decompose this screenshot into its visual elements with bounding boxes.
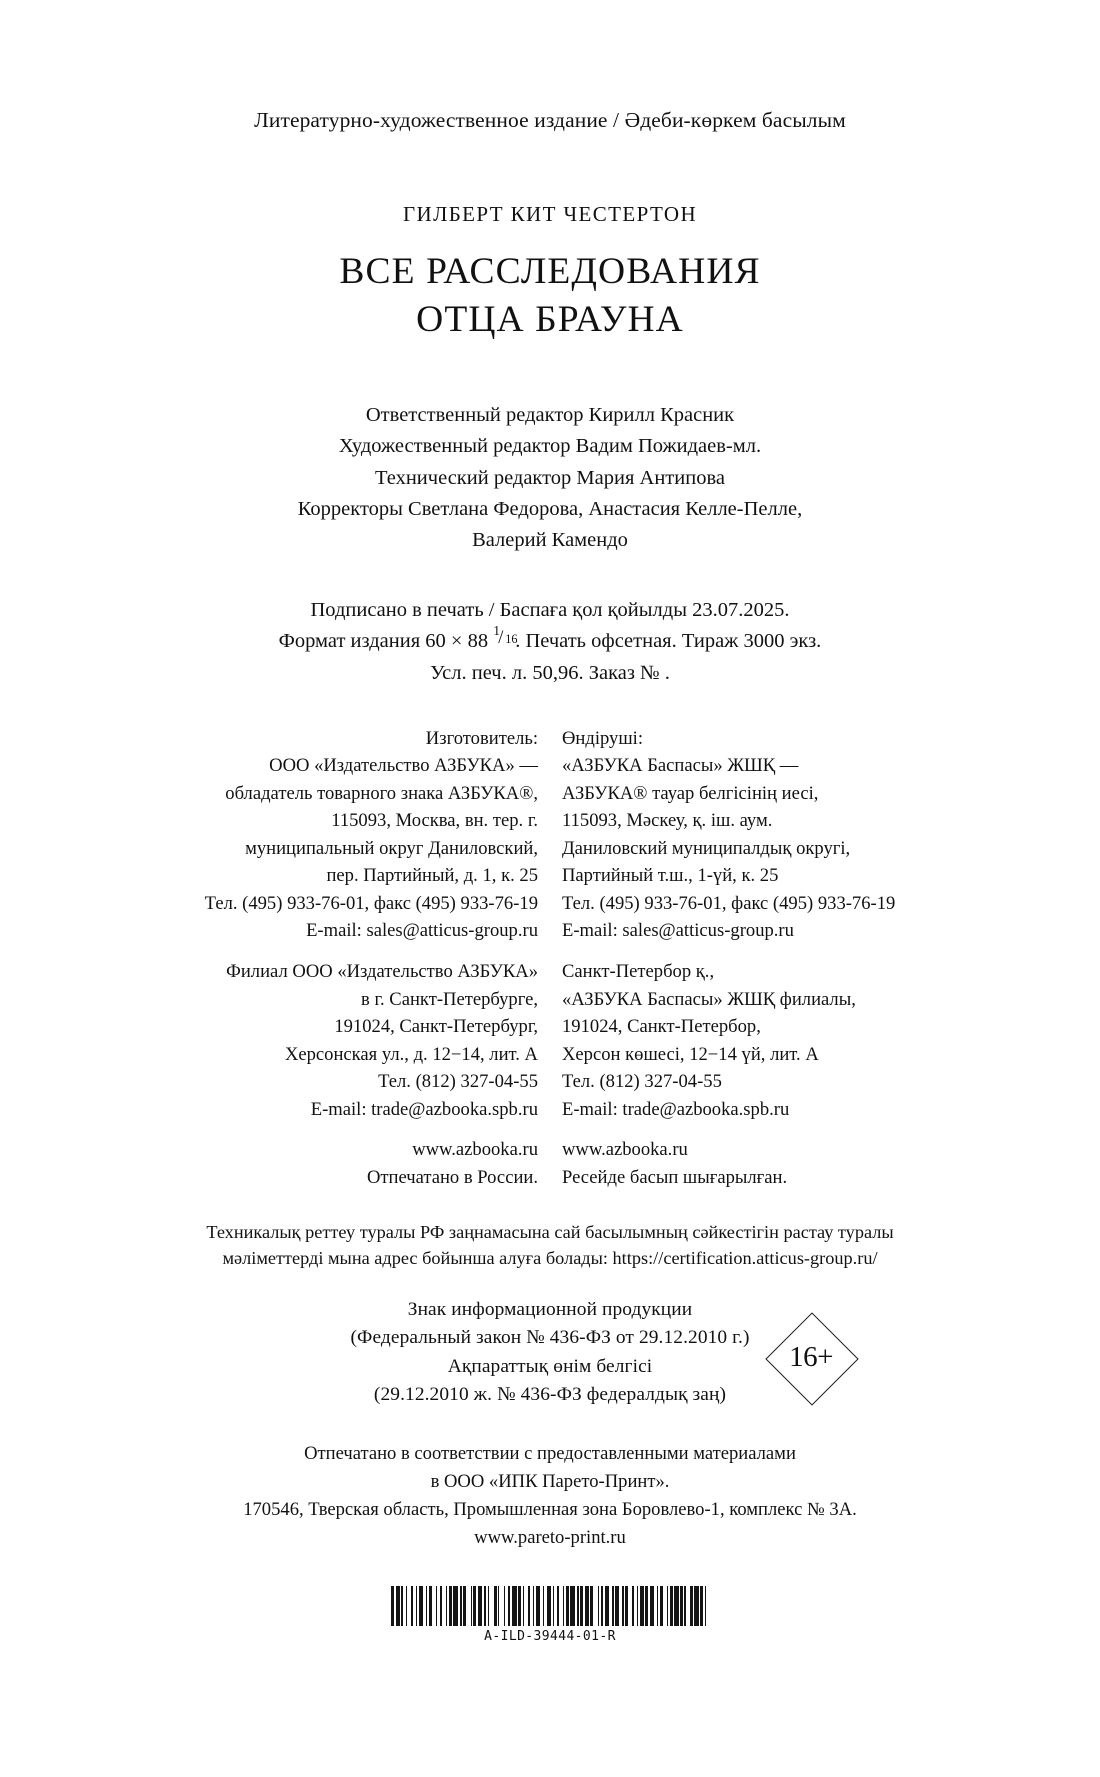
branch-email-line[interactable]: E-mail: trade@azbooka.spb.ru <box>562 1098 790 1120</box>
colophon-page <box>0 108 1100 1777</box>
format-fraction <box>493 622 518 648</box>
book-title-line-2: ОТЦА БРАУНА <box>416 299 684 340</box>
publisher-line: 115093, Мәскеу, қ. іш. аум. <box>562 810 773 832</box>
spacer <box>562 945 962 958</box>
publisher-line: 115093, Москва, вн. тер. г. <box>331 810 538 832</box>
branch-line: Санкт-Петербор қ., <box>562 961 715 982</box>
spacer <box>562 1123 962 1136</box>
publisher-email-line[interactable]: E-mail: sales@atticus-group.ru <box>306 920 538 942</box>
certification-url-line[interactable]: мәліметтерді мына адрес бойынша алуға болады: https://certification.atticus-group.ru/ <box>222 1248 878 1269</box>
publisher-column-ru <box>138 725 550 1191</box>
branch-line: Херсон көшесі, 12−14 үй, лит. А <box>562 1043 819 1065</box>
publisher-line: Изготовитель: <box>425 727 538 749</box>
credit-line: Ответственный редактор Кирилл Красник <box>365 404 735 426</box>
printer-line: Отпечатано в соответствии с предоставленными материалами <box>304 1442 796 1464</box>
publisher-email-line[interactable]: E-mail: sales@atticus-group.ru <box>562 920 794 942</box>
printer-block <box>130 1440 970 1552</box>
publisher-phone-line: Тел. (495) 933-76-01, факс (495) 933-76-19 <box>562 892 896 914</box>
sheets-order-line: Усл. печ. л. 50,96. Заказ № . <box>430 661 670 684</box>
info-mark-line: Ақпараттық өнім белгісі <box>447 1355 653 1377</box>
publisher-line: Даниловский муниципалдық округі, <box>562 837 851 859</box>
certification-note <box>130 1219 970 1272</box>
publisher-line: Өндіруші: <box>562 727 644 749</box>
branch-email-line[interactable]: E-mail: trade@azbooka.spb.ru <box>310 1098 538 1120</box>
printed-in-line: Ресейде басып шығарылған. <box>562 1166 788 1188</box>
credits-block <box>130 400 970 557</box>
credit-line: Технический редактор Мария Антипова <box>375 466 725 489</box>
branch-line: Херсонская ул., д. 12−14, лит. А <box>284 1043 538 1065</box>
publisher-line: обладатель товарного знака АЗБУКА®, <box>225 782 538 804</box>
fraction-slash: / <box>498 627 504 648</box>
publisher-columns <box>130 725 970 1191</box>
publisher-line: АЗБУКА® тауар белгісінің иесі, <box>562 782 819 804</box>
printer-website-link[interactable]: www.pareto-print.ru <box>474 1526 626 1548</box>
format-suffix: . Печать офсетная. Тираж 3000 экз. <box>515 630 822 653</box>
info-mark-line: (29.12.2010 ж. № 436-ФЗ федералдық заң) <box>373 1384 727 1406</box>
fraction-numerator: 1 <box>493 622 500 638</box>
publisher-line: пер. Партийный, д. 1, к. 25 <box>326 865 538 887</box>
website-link[interactable]: www.azbooka.ru <box>562 1139 688 1161</box>
fraction-denominator: 16 <box>505 631 518 646</box>
format-line <box>130 622 970 657</box>
spacer <box>138 1123 538 1136</box>
branch-line: 191024, Санкт-Петербург, <box>334 1016 538 1038</box>
publisher-column-kk <box>550 725 962 1191</box>
spacer <box>138 945 538 958</box>
publisher-line: муниципальный округ Даниловский, <box>245 837 538 859</box>
printer-line: в ООО «ИПК Парето-Принт». <box>430 1470 670 1492</box>
info-mark-line: Знак информационной продукции <box>407 1298 693 1320</box>
format-prefix: Формат издания 60 × 88 <box>278 630 494 653</box>
series-line: Литературно-художественное издание / Әдеби-көркем басылым <box>254 108 846 132</box>
barcode-label: A-ILD-39444-01-R <box>484 1629 616 1645</box>
barcode-section <box>130 1573 970 1644</box>
barcode-image <box>391 1586 709 1626</box>
info-mark-line: (Федеральный закон № 436-ФЗ от 29.12.2010 г.) <box>350 1327 750 1349</box>
publisher-line: «АЗБУКА Баспасы» ЖШҚ — <box>562 755 799 777</box>
branch-line: 191024, Санкт-Петербор, <box>562 1016 761 1038</box>
credit-line: Художественный редактор Вадим Пожидаев-мл. <box>338 435 762 458</box>
signed-to-print-line: Подписано в печать / Баспаға қол қойылды 23.07.2025. <box>310 598 790 621</box>
age-rating-label: 16+ <box>789 1341 833 1374</box>
publisher-line: Партийный т.ш., 1-үй, к. 25 <box>562 865 779 887</box>
information-mark-section <box>130 1296 970 1410</box>
credit-line: Валерий Камендо <box>472 529 628 552</box>
imprint-block <box>130 595 970 689</box>
branch-line: Филиал ООО «Издательство АЗБУКА» <box>226 961 538 982</box>
age-rating-badge <box>765 1312 857 1404</box>
branch-phone-line: Тел. (812) 327-04-55 <box>378 1071 538 1093</box>
publisher-line: ООО «Издательство АЗБУКА» — <box>269 755 538 777</box>
publisher-phone-line: Тел. (495) 933-76-01, факс (495) 933-76-19 <box>204 892 538 914</box>
book-title-line-1: ВСЕ РАССЛЕДОВАНИЯ <box>339 251 761 292</box>
certification-line: Техникалық реттеу туралы РФ заңнамасына сай басылымның сәйкестігін растау туралы <box>206 1222 894 1243</box>
page-title <box>130 248 970 344</box>
branch-line: в г. Санкт-Петербурге, <box>361 988 538 1010</box>
branch-line: «АЗБУКА Баспасы» ЖШҚ филиалы, <box>562 988 856 1010</box>
credit-line: Корректоры Светлана Федорова, Анастасия Келле-Пелле, <box>297 498 803 521</box>
printer-address-line: 170546, Тверская область, Промышленная зона Боровлево-1, комплекс № 3А. <box>243 1498 857 1520</box>
author-name: ГИЛБЕРТ КИТ ЧЕСТЕРТОН <box>402 202 698 226</box>
branch-phone-line: Тел. (812) 327-04-55 <box>562 1071 722 1093</box>
printed-in-line: Отпечатано в России. <box>366 1166 538 1188</box>
website-link[interactable]: www.azbooka.ru <box>412 1139 538 1161</box>
